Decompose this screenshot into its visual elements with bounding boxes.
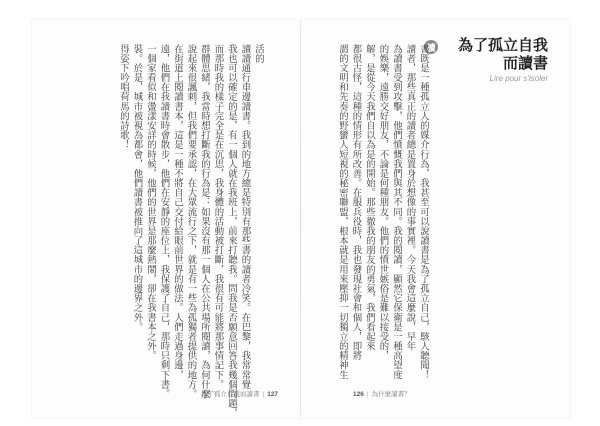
text-column: 活的	[253, 44, 264, 64]
page-number: 127	[267, 391, 279, 398]
chapter-title-line2: 而讀書	[502, 54, 548, 72]
page-number: 126	[353, 391, 364, 398]
text-column: 解，是從今天我們自以為是的開始。那些徹我的朋友的勇氣，我們看起來	[364, 44, 375, 351]
text-column: 一個家看似和盪漾安詳的時候，他們的世界是那麼熱鬧，卻在我書本之外。	[145, 44, 156, 361]
text-column: 得姿下吟唱荷馬的詩歌！	[118, 44, 129, 150]
dropcap-badge: 讀	[424, 40, 438, 54]
text-column: 在街道上閱讀書本，這是一種不將自己交付給眼前世界的做法。人們走過身邊，	[172, 44, 183, 380]
text-column: 謂的文明和先奏的野蠻人短視的秘密聯盟，根本就是用來壓抑一切獨立的精神生	[337, 44, 348, 380]
text-column: 裝。於是，城市被視為都會，他們讀書被推向了這城市的邊界之外。	[131, 44, 143, 332]
page-gutter	[300, 20, 301, 418]
left-page-footer: 為了孤立自我而讀書 | 127	[201, 391, 279, 398]
text-column: 都很古怪，這種的情形有所改善。在服兵役時，我也發現社會和個人，即將	[350, 44, 362, 361]
text-column: 群體思緒，我當時想打斷我的行為是：如果沒有那一個人在公共場所閱讀，為何什麼	[199, 44, 210, 399]
text-column: 讀讀通行車邊讀書。我到的地方總是特別有那些書的讀者冷笑。在巴黎，我常常覺	[239, 44, 251, 390]
text-column: 而那時我的樣子完全是在沉思，我身體的活動被打斷，我很有可能將那事情記下。	[212, 44, 224, 390]
text-column: 遠，他們在我讀書時會散步，他們在安靜的座位上，我保護了自己，那時只剩下書。	[158, 44, 170, 399]
running-head-label: 為了孤立自我而讀書	[201, 391, 260, 398]
text-column: 的娛樂，遠勝交好朋友，不論是何種朋友。他們的憤世嫉俗是難以接受的，	[377, 44, 389, 361]
chapter-heading	[454, 36, 548, 83]
text-column: 讀者，那些真正的讀者總是置身於想像的事實裡。今天我會這麼說，早年	[404, 44, 416, 351]
running-head-label: 為什麼讀書？	[371, 391, 411, 398]
right-page-footer: 126 | 為什麼讀書？	[353, 391, 411, 398]
text-column: 我也可以確定的是，有一個人就在我班上，前來打聽我。問我是否願意回答我幾個問題，	[226, 44, 237, 419]
text-column: 為讀書受到攻擊，他們憤慨我們與其不同。我的閱讀，顯然它保衛是一種高望度	[391, 44, 402, 380]
text-column: 說起來很諷刺，但我們要承認，在大眾流行之下，就是有一些為孤獨者提供的地方。	[185, 44, 197, 399]
text-column: 書既是一種孤立人的媒介行為，我甚至可以說讀書是為了孤立自己，駭人聽聞！	[418, 44, 429, 380]
chapter-title-line1: 為了孤立自我	[457, 36, 548, 54]
right-page-body	[336, 44, 431, 380]
chapter-subtitle: Lire pour s'isoler	[489, 74, 548, 83]
